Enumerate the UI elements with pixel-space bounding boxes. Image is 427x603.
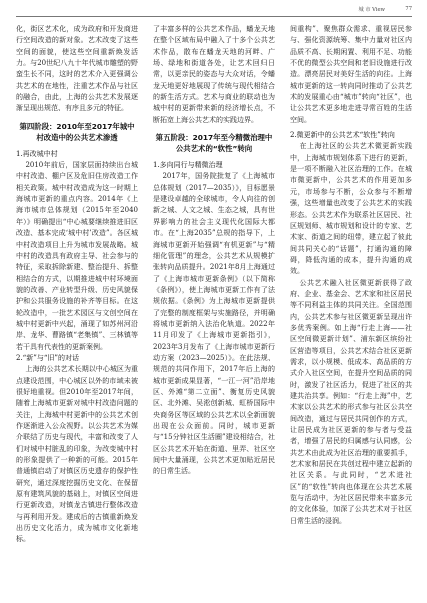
paragraph: 间重构”、聚焦群众需求、重视居民参与、强化资源统筹、集中力量对社区内品质不高、长期闲置、利用不足、功能不优的微型公共空间和老旧设施进行改造。漂亮居民对美好生活的向往。上海城市更新的这一转向同时推动了公共艺术的发展重心由“城市”转向“社区”，也让公共艺术更多地走进寻常百姓的生活空间。: [290, 25, 412, 124]
column-left: [16, 24, 138, 598]
paragraph: 上海的公共艺术长期以中心城区为重点建设范围，中心城区以外的市域未被很好地重视。但2010年至2017年间，随着上海城市更新对城中村改造问题的关注，上海城中村更新中的公共艺术创作逐渐进入公众视野。以公共艺术为媒介联结了历史与现代，丰富和改变了人们对城中村脏乱的印象，为改变城中村的形象提供了一种新的可能。2015年普通镇启动了对镇区历史遗存的保护性研究，通过深度挖掘历史文化、在保留原有建筑风貌的基础上，对镇区空间进行更新改造，对镇龙古镇进行整体改造与再利用开发。建成后的古镇重新焕发出历史文化活力，成为城市文化新地标。: [16, 365, 138, 544]
section-heading: 第五阶段：2017年至今精微治理中公共艺术的“软性”转向: [155, 133, 273, 154]
column-right: [290, 24, 412, 598]
paragraph: 在上海社区的公共艺术微更新实践中，上海城市规划体系下进行的更新，是一项不断融入社区治理的工作。在城市微更新中，公共艺术的作用更加多元，市场参与不断，公众参与不断增强，这些增量也改变了公共艺术的实践形态。公共艺术作为联系社区居民、社区规划师、城市规划和设计的专家、艺术家、街道之间的纽带，建立起了彼此间共同关心的“话题”，打通沟通的障碍，降低沟通的成本，提升沟通的成效。: [290, 142, 412, 276]
column-middle: [153, 24, 275, 598]
journal-name: 城 市 View: [358, 7, 385, 13]
page-number: 77: [405, 6, 412, 12]
subsection-heading: 1.再改城中村: [16, 149, 58, 158]
paragraph: 化，街区艺术化，成为政府和开发商进行空间改造的新对象。艺术改变了这些空间的面貌，使这些空间重新焕发活力。与20世纪八九十年代城市雕塑的野蛮生长不同，这时的艺术介入更强调公共艺术的在地性，注重艺术作品与社区的融合，由此，上海的公共艺术发展逐渐呈现出规范、有序且多元的特征。: [16, 25, 138, 113]
subsection-heading: 2.微更新中的公共艺术“软性”转向: [290, 131, 395, 140]
paragraph: 了丰富多样的公共艺术作品，蟠龙天地在整个区域布局中融入了十多个公共艺术作品，散布在蟠龙天地的河畔、广场、绿地和街道各处，让艺术回归日常，以更亲民的姿态与大众对话，令蟠龙天地更好地展现了传统与现代相结合的新生活方式。艺术与商业的联动也为城中村的更新带来新的经济增长点，不断拓宽上海公共艺术的实践边界。: [153, 25, 275, 124]
subsection-heading: 2.“新”与“旧”的对话: [16, 353, 79, 362]
section-heading: 第四阶段：2010年至2017年城中村改造中的公共艺术渗透: [19, 121, 135, 142]
header-rule: [16, 16, 412, 17]
paragraph: 公共艺术融入社区微更新获得了政府、企业、基金会、艺术家和社区居民等不同利益主体的共同关注。全国范围内，公共艺术参与社区微更新呈现出许多优秀案例。如上海“行走上海——社区空间微更新计划”、浦东新区缤纷社区营造等项目，公共艺术结合社区更新需求，以小规模、低成本、高品质的方式介入社区空间，在提升空间品质的同时，激发了社区活力，促进了社区的共建共治共享。例如：“行走上海”中，艺术家以公共艺术的形式参与社区公共空间改造，通过与居民共同创作的方式，让居民成为社区更新的参与者与受益者，增强了居民的归属感与认同感，公共艺术由此成为社区治理的重要抓手，艺术家和居民在共创过程中建立起新的社区关系。与此同时，“艺术进社区”的“软性”转向也体现在公共艺术展览与活动中，为社区居民带来丰富多元的文化体验，加深了公共艺术对于社区日常生活的浸润。: [290, 278, 412, 525]
paragraph: 2010年前后，国家层面持续出台城中村改造、棚户区及危旧住房改造工作相关政策。城中村改造成为这一时期上海城市更新的重点内容。2014年《上海市城市总体规划（2015年至2040年）》明确提出“中心城要继续推进旧区改造、基本完成‘城中村’改造”。各区城中村改造项目上升为城市发展战略。城中村的改造具有政府主导、社会参与的特征，采取拆除新建、整治提升、拆整相结合的方式，以期推进城中村环境面貌的改善、产业转型升级、历史风貌保护和公共服务设施的补齐等目标。在这轮改造中，一批艺术园区与文创空间在城中村更新中兴起，涌现了如苏州河沿岸、龙华、曹路镇“老集镇”、三林镇等若干具有代表性的更新案例。: [16, 161, 138, 351]
paragraph: 2017年，国务院批复了《上海城市总体规划（2017—2035）》，目标愿景是建设卓越的全球城市，令人向往的创新之城、人文之城、生态之城，具有世界影响力的社会主义现代化国际大都市。在“上海2035”总规的指导下，上海城市更新开始强调“有机更新”与“精细化管理”的理念，公共艺术从规模扩张转向品质提升。2021年8月上海通过了《上海市城市更新条例》（以下简称《条例》），使上海城市更新工作有了法规依据。《条例》为上海城市更新提供了完整的制度框架与实施路径，并明确将城市更新纳入法治化轨道。2022年11月印发了《上海城市更新指引》，2023年3月发布了《上海市城市更新行动方案（2023—2025）》。在此法规、规范的共同作用下，2017年后上海的城市更新成果显著，“一江一河”沿岸地区、外滩“第二立面”、衡复历史风貌区、北外滩、吴淞创新城、虹桥国际中央商务区等区域的公共艺术以全新面貌出现在公众面前。同时，城市更新与“15分钟社区生活圈”建设相结合，社区公共艺术开始在街道、里弄、社区空间中大量涌现，公共艺术更加贴近居民的日常生活。: [153, 172, 275, 476]
subsection-heading: 1.多向同行与精微治理: [153, 161, 223, 170]
running-header: [0, 6, 427, 20]
